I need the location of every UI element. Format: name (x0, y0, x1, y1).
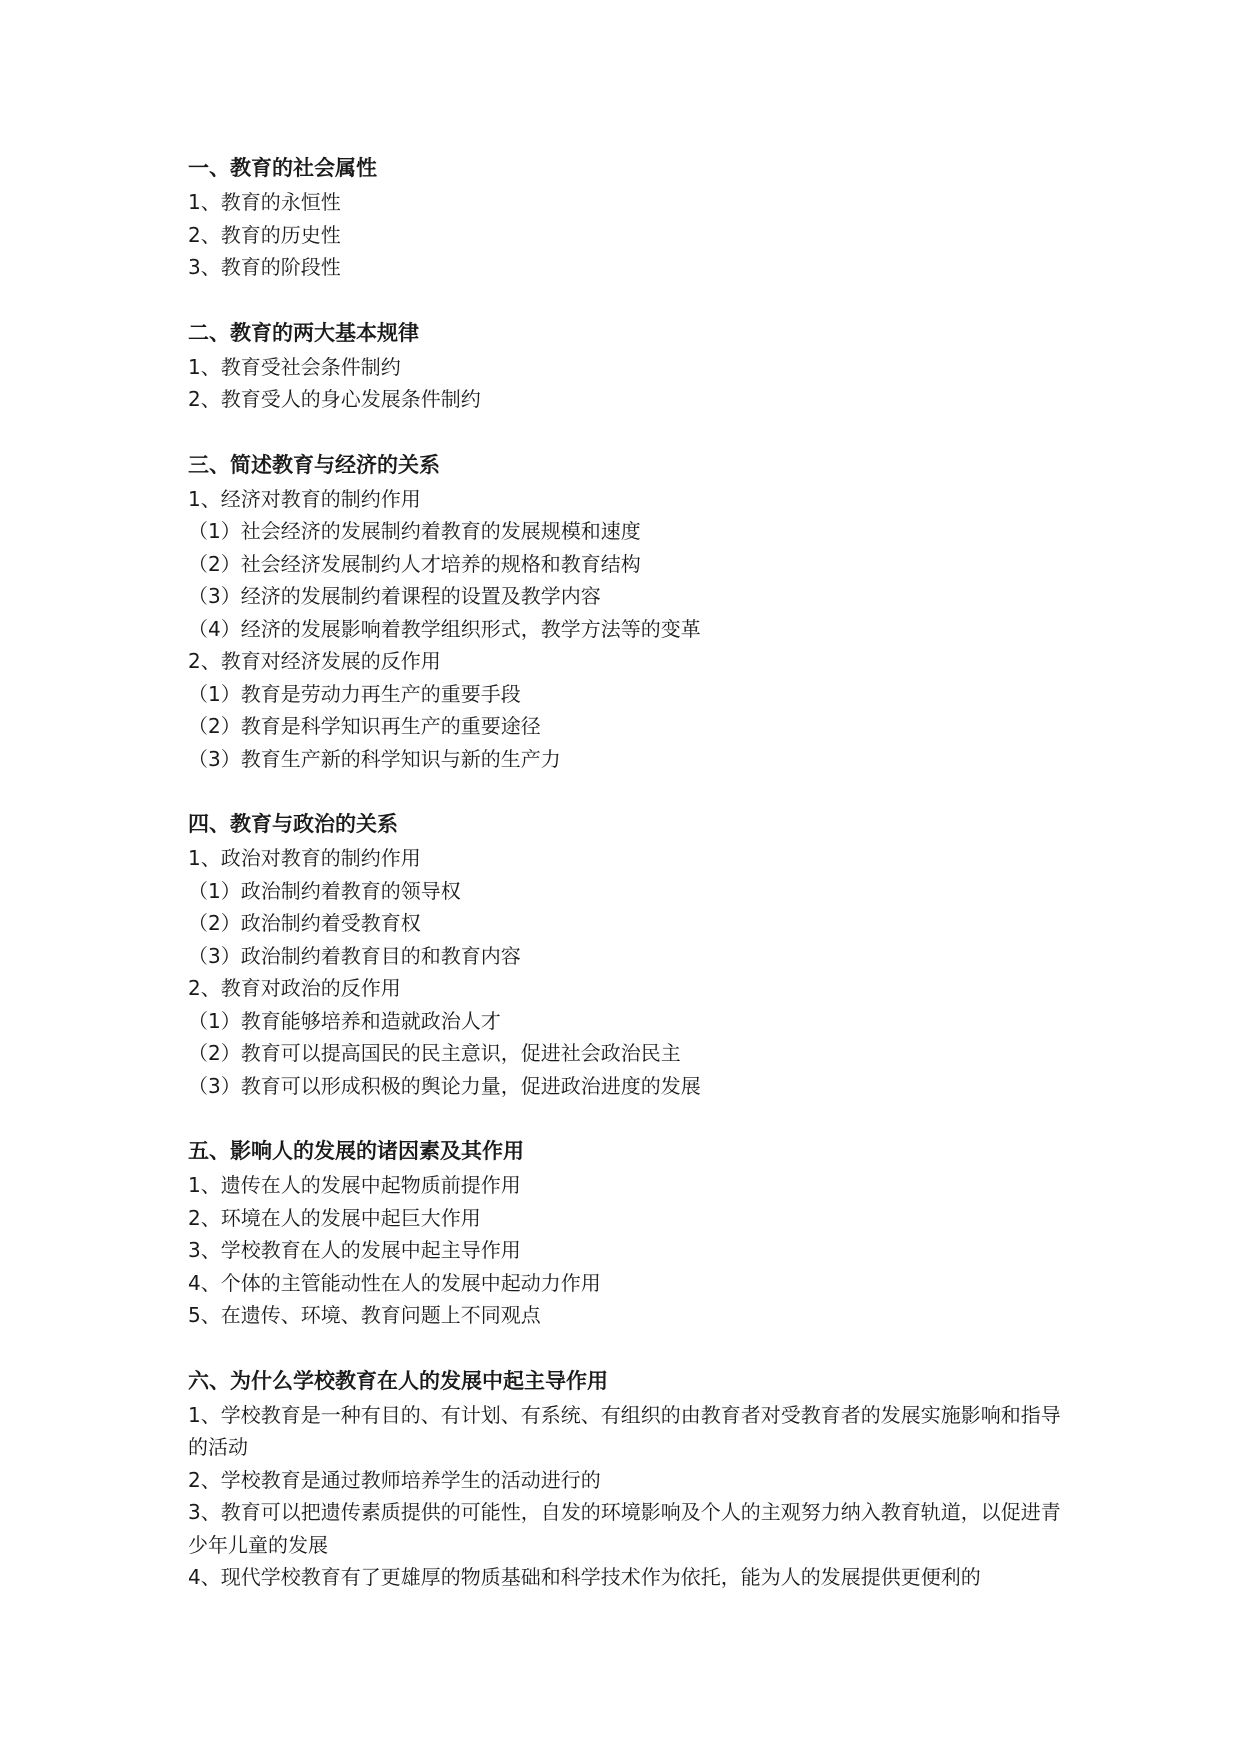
list-item: 1、政治对教育的制约作用 (188, 846, 421, 870)
section-heading: 四、教育与政治的关系 (188, 812, 398, 836)
list-item: 3、教育的阶段性 (188, 255, 341, 279)
list-item: （4）经济的发展影响着教学组织形式，教学方法等的变革 (188, 616, 701, 641)
list-item: （2）教育是科学知识再生产的重要途径 (188, 714, 541, 738)
list-item: （3）政治制约着教育目的和教育内容 (188, 943, 521, 968)
list-item: 2、教育的历史性 (188, 222, 341, 247)
list-item: （2）社会经济发展制约人才培养的规格和教育结构 (188, 551, 641, 576)
list-item: （3）教育生产新的科学知识与新的生产力 (188, 746, 561, 771)
list-item: 3、教育可以把遗传素质提供的可能性，自发的环境影响及个人的主观努力纳入教育轨道，以促进青少年儿童的发展 (188, 1500, 1061, 1557)
section-heading: 二、教育的两大基本规律 (188, 320, 419, 345)
list-item: 4、现代学校教育有了更雄厚的物质基础和科学技术作为依托，能为人的发展提供更便利的 (188, 1565, 981, 1589)
section-2 (188, 318, 1088, 416)
list-item: 1、教育的永恒性 (188, 190, 341, 214)
list-item: （1）教育是劳动力再生产的重要手段 (188, 681, 521, 706)
section-1 (188, 153, 1088, 284)
section-4 (188, 809, 1088, 1102)
list-item: （2）教育可以提高国民的民主意识，促进社会政治民主 (188, 1041, 681, 1065)
section-heading: 三、简述教育与经济的关系 (188, 452, 440, 477)
list-item: 2、教育对政治的反作用 (188, 976, 401, 1000)
list-item: （1）政治制约着教育的领导权 (188, 878, 461, 903)
section-heading: 六、为什么学校教育在人的发展中起主导作用 (188, 1368, 608, 1393)
list-item: 1、遗传在人的发展中起物质前提作用 (188, 1173, 521, 1197)
list-item: （3）经济的发展制约着课程的设置及教学内容 (188, 584, 601, 608)
list-item: （3）教育可以形成积极的舆论力量，促进政治进度的发展 (188, 1073, 701, 1098)
list-item: 1、经济对教育的制约作用 (188, 486, 421, 511)
list-item: 4、个体的主管能动性在人的发展中起动力作用 (188, 1270, 601, 1295)
list-item: 2、环境在人的发展中起巨大作用 (188, 1205, 481, 1230)
section-heading: 五、影响人的发展的诸因素及其作用 (188, 1139, 524, 1163)
section-6 (188, 1366, 1088, 1594)
list-item: 5、在遗传、环境、教育问题上不同观点 (188, 1303, 541, 1327)
list-item: （1）教育能够培养和造就政治人才 (188, 1008, 501, 1033)
list-item: 1、教育受社会条件制约 (188, 354, 401, 379)
section-5 (188, 1136, 1088, 1332)
list-item: 3、学校教育在人的发展中起主导作用 (188, 1238, 521, 1262)
list-item: 2、教育对经济发展的反作用 (188, 649, 441, 673)
section-heading: 一、教育的社会属性 (188, 156, 377, 180)
list-item: 1、学校教育是一种有目的、有计划、有系统、有组织的由教育者对受教育者的发展实施影响和指导的活动 (188, 1402, 1061, 1459)
list-item: （1）社会经济的发展制约着教育的发展规模和速度 (188, 519, 641, 543)
list-item: 2、学校教育是通过教师培养学生的活动进行的 (188, 1467, 601, 1492)
section-3 (188, 450, 1088, 776)
list-item: （2）政治制约着受教育权 (188, 911, 421, 935)
list-item: 2、教育受人的身心发展条件制约 (188, 387, 481, 411)
document-page (188, 153, 1088, 1628)
